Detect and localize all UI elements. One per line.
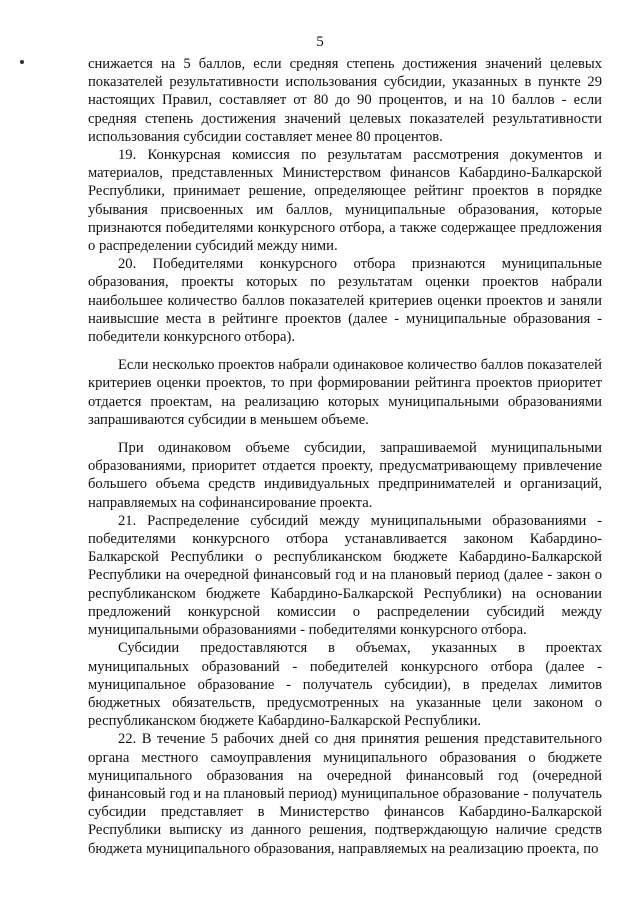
paragraph-22: 22. В течение 5 рабочих дней со дня принятия решения представительного органа местного самоуправления муниципального образования о бюджете муниципального образования на очередной финансовый год (очередной финансовый год и на плановый период) муниципальное образование - получатель субсидии представляет в Министерство финансов Кабардино-Балкарской Республики выписку из данного решения, подтверждающую наличие средств бюджета муниципального образования, направляемых на реализацию проекта, по — [88, 731, 602, 857]
paragraph-equal-points: Если несколько проектов набрали одинаковое количество баллов показателей критериев оценки проектов, то при формировании рейтинга проектов приоритет отдается проектам, на реализацию которых муниципальными образованиями запрашиваются субсидии в меньшем объеме. — [88, 357, 602, 428]
page-number: 5 — [316, 34, 324, 50]
paragraph-continuation: снижается на 5 баллов, если средняя степень достижения значений целевых показателей результативности использования субсидии, указанных в пункте 29 настоящих Правил, составляет от 80 до 90 процентов, и на 10 баллов - если средняя степень достижения значений целевых показателей результативности использования субсидии составляет менее 80 процентов. — [88, 56, 602, 145]
document-body — [88, 55, 602, 858]
paragraph-21: 21. Распределение субсидий между муниципальными образованиями - победителями конкурсного отбора устанавливается законом Кабардино-Балкарской Республики о республиканском бюджете Кабардино-Балкарской Республики на очередной финансовый год и на плановый период (далее - закон о республиканском бюджете Кабардино-Балкарской Республики) на основании предложений конкурсной комиссии о распределении субсидий между муниципальными образованиями - победителями конкурсного отбора. — [88, 512, 602, 639]
scan-dot — [20, 60, 24, 64]
paragraph-subsidies: Субсидии предоставляются в объемах, указанных в проектах муниципальных образований - победителей конкурсного отбора (далее - муниципальное образование - получатель субсидии), в пределах лимитов бюджетных обязательств, предусмотренных на указанные цели законом о республиканском бюджете Кабардино-Балкарской Республики. — [88, 640, 602, 730]
paragraph-equal-volume: При одинаковом объеме субсидии, запрашиваемой муниципальными образованиями, приоритет отдается проекту, предусматривающему привлечение большего объема средств индивидуальных предпринимателей и организаций, направляемых на софинансирование проекта. — [88, 440, 602, 511]
paragraph-20: 20. Победителями конкурсного отбора признаются муниципальные образования, проекты которых по результатам оценки проектов набрали наибольшее количество баллов показателей критериев оценки проектов и заняли наивысшие места в рейтинге проектов (далее - муниципальные образования - победители конкурсного отбора). — [88, 256, 602, 346]
paragraph-19: 19. Конкурсная комиссия по результатам рассмотрения документов и материалов, представленных Министерством финансов Кабардино-Балкарской Республики, принимает решение, определяющее рейтинг проектов в порядке убывания присвоенных им баллов, муниципальные образования, которые признаются победителями конкурсного отбора, а также содержащее предложения о распределении субсидий между ними. — [88, 147, 602, 255]
